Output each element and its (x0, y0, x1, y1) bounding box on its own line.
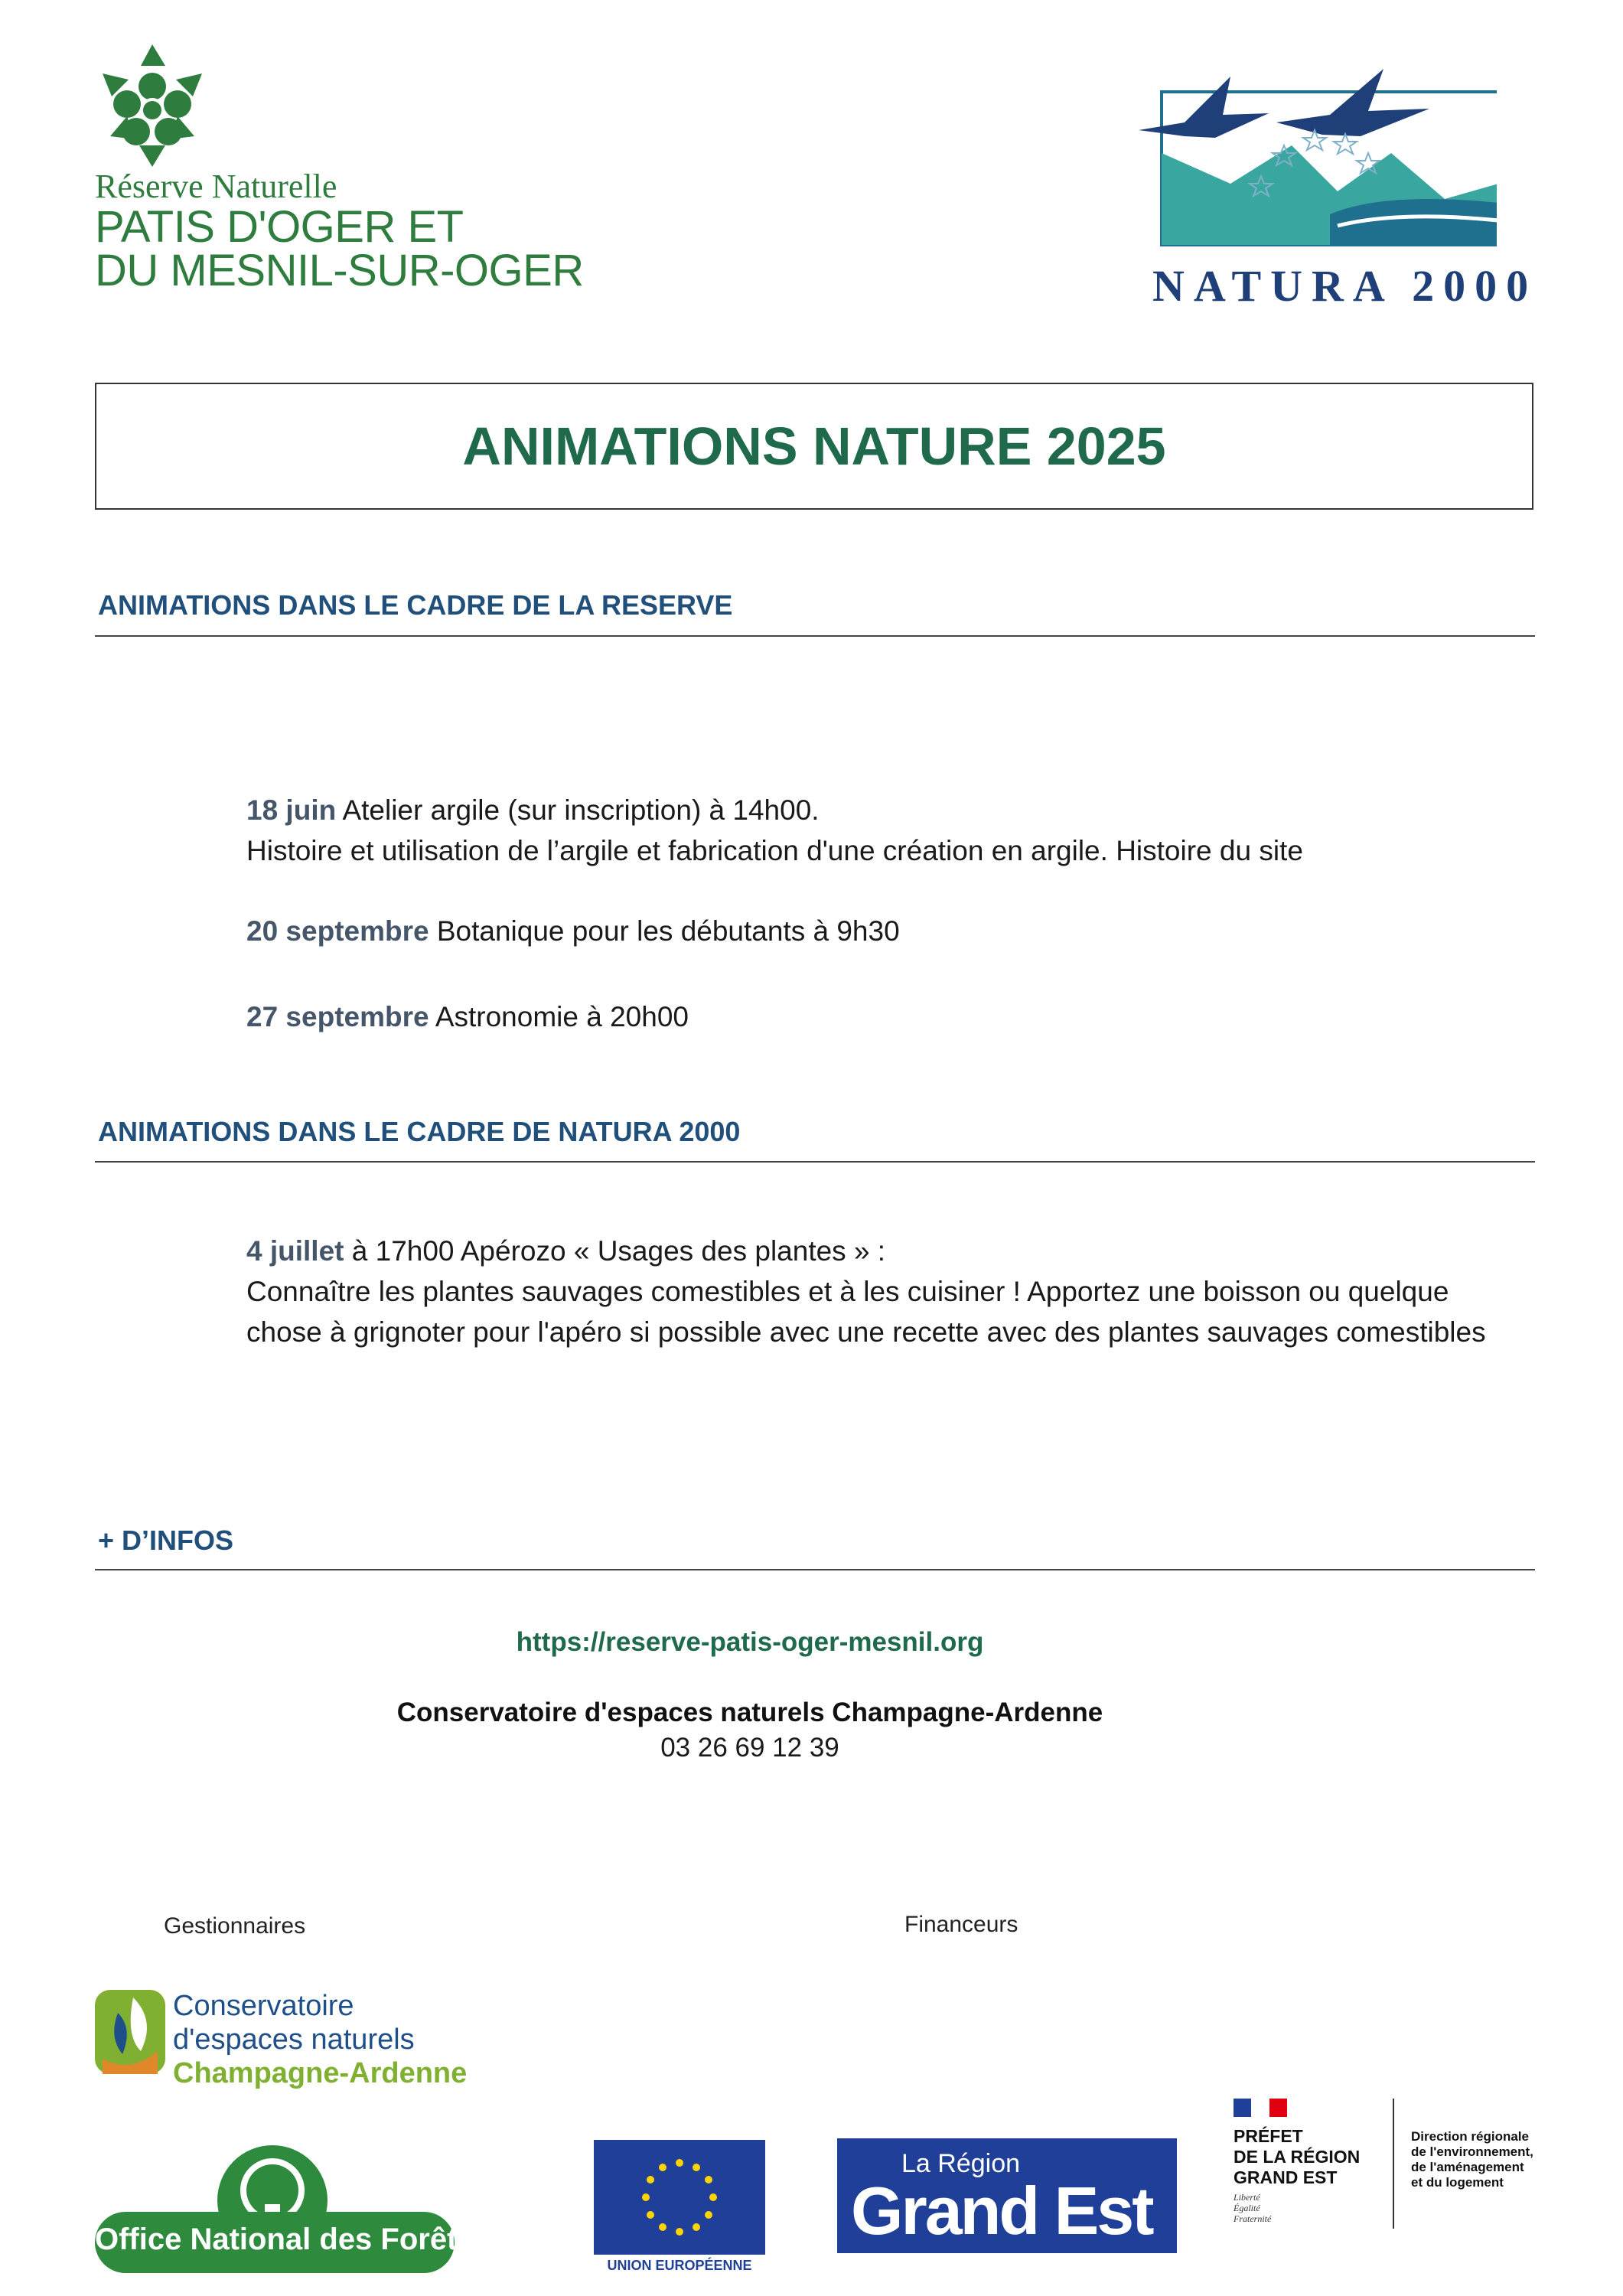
onf-logo (95, 2143, 474, 2281)
prefet-motto3: Fraternité (1234, 2213, 1272, 2224)
section-heading-infos: + D’INFOS (98, 1525, 234, 1556)
prefet-grand-est-logo (1234, 2099, 1555, 2236)
reserve-naturelle-logo (95, 44, 584, 312)
event-date: 20 septembre (246, 915, 429, 947)
natura-2000-logo (1139, 69, 1538, 314)
event-text: Astronomie à 20h00 (429, 1001, 689, 1032)
prefet-motto2: Égalité (1234, 2203, 1260, 2213)
event-text: Botanique pour les débutants à 9h30 (429, 915, 900, 947)
gestionnaires-label: Gestionnaires (164, 1913, 306, 1939)
cen-champagne-ardenne-logo (95, 1990, 493, 2097)
organisation-name: Conservatoire d'espaces naturels Champagne-Ardenne (396, 1698, 1103, 1727)
event-detail: Connaître les plantes sauvages comestibles et à les cuisiner ! Apportez une boisson ou quelque chose à grignoter pour l'apéro si possible avec une recette avec des plantes sauvages comestibles (246, 1276, 1486, 1348)
prefet-dir1: Direction régionale (1411, 2129, 1529, 2144)
eu-logo-text: UNION EUROPÉENNE (607, 2258, 752, 2273)
event-text: Atelier argile (sur inscription) à 14h00. (336, 794, 820, 826)
prefet-line3: GRAND EST (1234, 2167, 1338, 2187)
event-date: 4 juillet (246, 1235, 344, 1267)
eu-logo (594, 2140, 765, 2273)
event-entry (246, 1231, 1532, 1352)
event-text: à 17h00 Apérozo « Usages des plantes » : (344, 1235, 886, 1267)
section-heading-reserve: ANIMATIONS DANS LE CADRE DE LA RESERVE (98, 589, 733, 621)
event-entry (246, 790, 1532, 871)
reserve-logo-line3: DU MESNIL-SUR-OGER (95, 246, 584, 295)
cen-logo-line1: Conservatoire (173, 1990, 354, 2022)
onf-logo-text: Office National des Forêts (95, 2223, 474, 2256)
star-flower-icon (95, 44, 210, 167)
cen-emblem-icon (95, 1990, 165, 2074)
cen-logo-line3: Champagne-Ardenne (173, 2057, 468, 2089)
marianne-flag-icon (1234, 2099, 1287, 2122)
prefet-dir3: de l'aménagement (1411, 2160, 1524, 2174)
phone-number: 03 26 69 12 39 (660, 1733, 839, 1763)
event-entry (246, 996, 1532, 1037)
prefet-dir2: de l'environnement, (1411, 2144, 1533, 2159)
reserve-logo-line2: PATIS D'OGER ET (95, 202, 464, 252)
section-divider (95, 635, 1535, 637)
prefet-divider (1393, 2099, 1394, 2229)
event-date: 27 septembre (246, 1001, 429, 1032)
title-box (95, 383, 1533, 510)
event-detail: Histoire et utilisation de l’argile et fabrication d'une création en argile. Histoire du site (246, 835, 1303, 866)
section-divider (95, 1161, 1535, 1163)
reserve-logo-line1: Réserve Naturelle (95, 168, 337, 205)
event-date: 18 juin (246, 794, 337, 826)
grand-est-line2: Grand Est (851, 2173, 1152, 2249)
prefet-line2: DE LA RÉGION (1234, 2147, 1361, 2167)
section-divider (95, 1569, 1535, 1570)
event-entry (246, 911, 1532, 951)
cen-logo-line2: d'espaces naturels (173, 2024, 415, 2056)
natura-logo-text: NATURA 2000 (1152, 261, 1538, 311)
grand-est-line1: La Région (901, 2149, 1021, 2178)
prefet-motto1: Liberté (1234, 2192, 1260, 2203)
page-title: ANIMATIONS NATURE 2025 (462, 416, 1166, 476)
prefet-dir4: et du logement (1411, 2175, 1504, 2190)
onf-tree-icon (95, 2143, 474, 2281)
financeurs-label: Financeurs (904, 1912, 1018, 1937)
section-heading-natura: ANIMATIONS DANS LE CADRE DE NATURA 2000 (98, 1116, 741, 1147)
prefet-line1: PRÉFET (1234, 2126, 1303, 2146)
eu-flag-icon (594, 2140, 765, 2255)
birds-mountain-icon (1139, 69, 1497, 260)
website-link[interactable]: https://reserve-patis-oger-mesnil.org (516, 1627, 984, 1657)
grand-est-logo (837, 2138, 1177, 2253)
